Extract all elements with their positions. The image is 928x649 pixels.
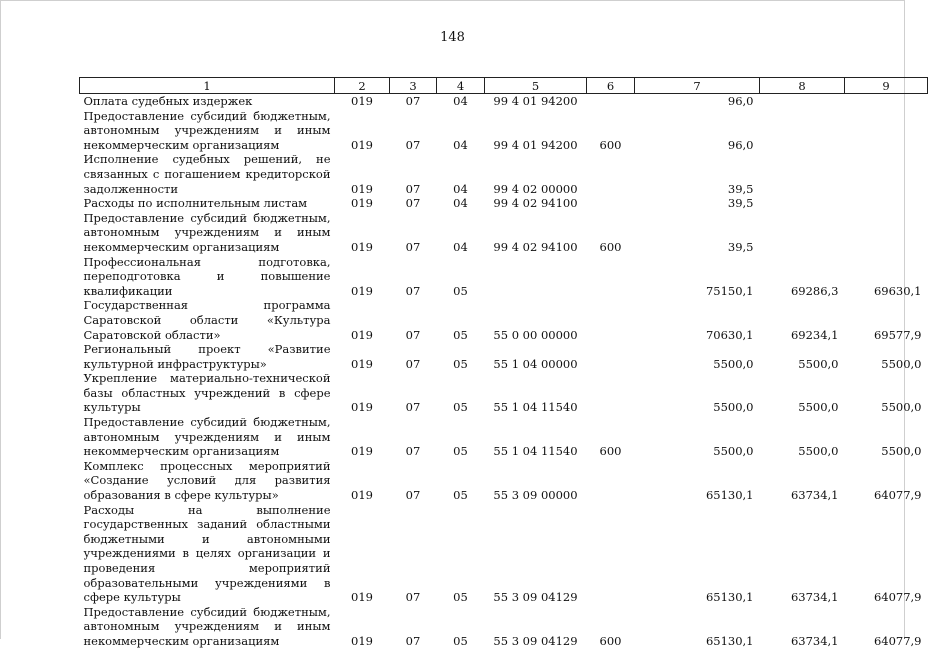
row-code-ministry: 019 [351,137,373,152]
row-code-ministry: 019 [351,400,373,415]
row-code-subsection: 04 [453,181,468,196]
row-code-ministry: 019 [351,590,373,605]
row-name: Предоставление субсидий бюджетным, автономным учреждениям и иным некоммерческим организациям [83,415,331,459]
header-col-8: 8 [760,78,845,94]
header-col-1: 1 [80,78,335,94]
row-code-expense-type [587,152,635,196]
row-code-subsection: 05 [453,327,468,342]
row-amount-col8 [760,109,845,153]
row-amount-col8 [760,196,845,211]
row-code-target: 99 4 02 00000 [493,181,578,196]
row-code-target: 55 3 09 04129 [493,633,578,648]
row-name: Расходы на выполнение государственных заданий областными бюджетными и автономными учреждениями в целях организации и проведения мероприятий образовательными учреждениями в сфере культуры [83,502,331,605]
row-code-ministry: 019 [351,444,373,459]
row-code-expense-type: 600 [599,444,622,459]
row-amount-col9 [845,196,928,211]
row-code-section: 07 [405,488,421,503]
header-col-9: 9 [845,78,928,94]
row-amount-col8: 63734,1 [790,633,839,648]
row-code-target: 55 3 09 00000 [493,488,578,503]
table-row [80,298,928,342]
row-amount-col7: 65130,1 [705,590,754,605]
row-name: Предоставление субсидий бюджетным, автономным учреждениям и иным некоммерческим организациям [83,108,331,152]
row-code-section: 07 [405,590,421,605]
row-code-target: 55 0 00 00000 [493,327,578,342]
row-amount-col7: 39,5 [727,196,754,211]
row-code-section: 07 [405,356,421,371]
row-amount-col8: 63734,1 [790,488,839,503]
header-col-6: 6 [587,78,635,94]
row-code-subsection: 05 [453,633,468,648]
row-amount-col9: 5500,0 [881,356,922,371]
row-amount-col9: 69630,1 [873,283,922,298]
row-name: Предоставление субсидий бюджетным, автономным учреждениям и иным некоммерческим организациям [83,604,331,648]
table-row [80,211,928,255]
row-amount-col9 [845,94,928,109]
row-name: Региональный проект «Развитие культурной инфраструктуры» [83,342,331,371]
row-code-subsection: 04 [453,94,468,108]
row-code-expense-type [587,459,635,503]
row-code-ministry: 019 [351,94,373,108]
table-row [80,371,928,415]
row-name: Профессиональная подготовка, переподготовка и повышение квалификации [83,254,331,298]
row-code-ministry: 019 [351,239,373,254]
row-code-expense-type [587,503,635,605]
row-amount-col9 [845,152,928,196]
row-code-expense-type [587,342,635,371]
table-row [80,415,928,459]
table-row [80,196,928,211]
row-code-ministry: 019 [351,356,373,371]
row-amount-col8: 69234,1 [790,327,839,342]
row-code-expense-type [587,94,635,109]
row-code-ministry: 019 [351,327,373,342]
header-col-7: 7 [635,78,760,94]
row-code-section: 07 [405,327,421,342]
row-code-subsection: 05 [453,400,468,415]
row-amount-col7: 65130,1 [705,488,754,503]
table-row [80,109,928,153]
row-code-section: 07 [405,196,421,211]
row-amount-col7: 5500,0 [713,356,754,371]
row-code-subsection: 05 [453,444,468,459]
row-amount-col9: 5500,0 [881,400,922,415]
row-amount-col7: 75150,1 [705,283,754,298]
row-amount-col8 [760,211,845,255]
row-code-expense-type [587,255,635,299]
table-body [80,94,928,649]
row-code-section: 07 [405,400,421,415]
row-code-target [485,255,587,299]
row-amount-col8 [760,152,845,196]
row-amount-col8: 5500,0 [798,356,839,371]
row-code-ministry: 019 [351,196,373,211]
row-code-expense-type: 600 [599,137,622,152]
row-code-target: 55 1 04 11540 [493,400,578,415]
row-amount-col9: 64077,9 [873,488,922,503]
row-code-ministry: 019 [351,181,373,196]
row-code-target: 99 4 01 94200 [493,137,578,152]
row-name: Расходы по исполнительным листам [83,196,308,211]
row-code-target: 99 4 01 94200 [493,94,578,108]
row-name: Оплата судебных издержек [83,94,253,108]
table-row [80,459,928,503]
row-amount-col7: 96,0 [727,137,754,152]
row-name: Предоставление субсидий бюджетным, автономным учреждениям и иным некоммерческим организациям [83,210,331,254]
row-code-target: 99 4 02 94100 [493,239,578,254]
row-code-section: 07 [405,283,421,298]
row-code-subsection: 04 [453,239,468,254]
row-code-ministry: 019 [351,633,373,648]
row-amount-col9: 64077,9 [873,590,922,605]
header-col-3: 3 [390,78,437,94]
row-amount-col9: 64077,9 [873,633,922,648]
row-code-expense-type [587,298,635,342]
row-code-target: 55 1 04 00000 [493,356,578,371]
row-code-subsection: 05 [453,283,468,298]
row-code-subsection: 05 [453,488,468,503]
table-row [80,94,928,109]
table-header [80,78,928,94]
budget-table [79,77,928,649]
row-code-expense-type: 600 [599,239,622,254]
row-amount-col9 [845,109,928,153]
row-name: Комплекс процессных мероприятий «Создание условий для развития образования в сфере культуры» [83,458,331,503]
row-code-ministry: 019 [351,488,373,503]
row-code-subsection: 05 [453,590,468,605]
table-row [80,342,928,371]
table-row [80,503,928,605]
header-col-5: 5 [485,78,587,94]
row-amount-col7: 5500,0 [713,444,754,459]
row-name: Укрепление материально-технической базы областных учреждений в сфере культуры [83,371,331,415]
row-amount-col8: 63734,1 [790,590,839,605]
table-row [80,255,928,299]
row-amount-col7: 39,5 [727,239,754,254]
row-amount-col7: 39,5 [727,181,754,196]
row-code-section: 07 [405,137,421,152]
header-col-2: 2 [335,78,390,94]
row-code-subsection: 04 [453,196,468,211]
row-code-subsection: 05 [453,356,468,371]
row-name: Исполнение судебных решений, не связанных с погашением кредиторской задолженности [83,152,331,196]
row-code-expense-type [587,371,635,415]
row-code-subsection: 04 [453,137,468,152]
row-amount-col9 [845,211,928,255]
row-code-target: 55 3 09 04129 [493,590,578,605]
row-code-section: 07 [405,181,421,196]
table-row [80,605,928,649]
row-amount-col8 [760,94,845,109]
row-amount-col7: 65130,1 [705,633,754,648]
row-amount-col7: 70630,1 [705,327,754,342]
row-code-section: 07 [405,444,421,459]
row-amount-col7: 5500,0 [713,400,754,415]
page-number: 148 [440,30,465,45]
row-amount-col8: 5500,0 [798,400,839,415]
row-code-section: 07 [405,94,421,108]
row-amount-col8: 5500,0 [798,444,839,459]
row-code-expense-type [587,196,635,211]
row-code-section: 07 [405,239,421,254]
row-amount-col9: 5500,0 [881,444,922,459]
table-row [80,152,928,196]
row-code-expense-type: 600 [599,633,622,648]
row-amount-col7: 96,0 [727,94,754,108]
row-amount-col9: 69577,9 [873,327,922,342]
row-amount-col8: 69286,3 [790,283,839,298]
row-code-section: 07 [405,633,421,648]
row-code-target: 55 1 04 11540 [493,444,578,459]
header-col-4: 4 [437,78,485,94]
row-code-target: 99 4 02 94100 [493,196,578,211]
row-code-ministry: 019 [351,283,373,298]
row-name: Государственная программа Саратовской области «Культура Саратовской области» [83,298,331,342]
